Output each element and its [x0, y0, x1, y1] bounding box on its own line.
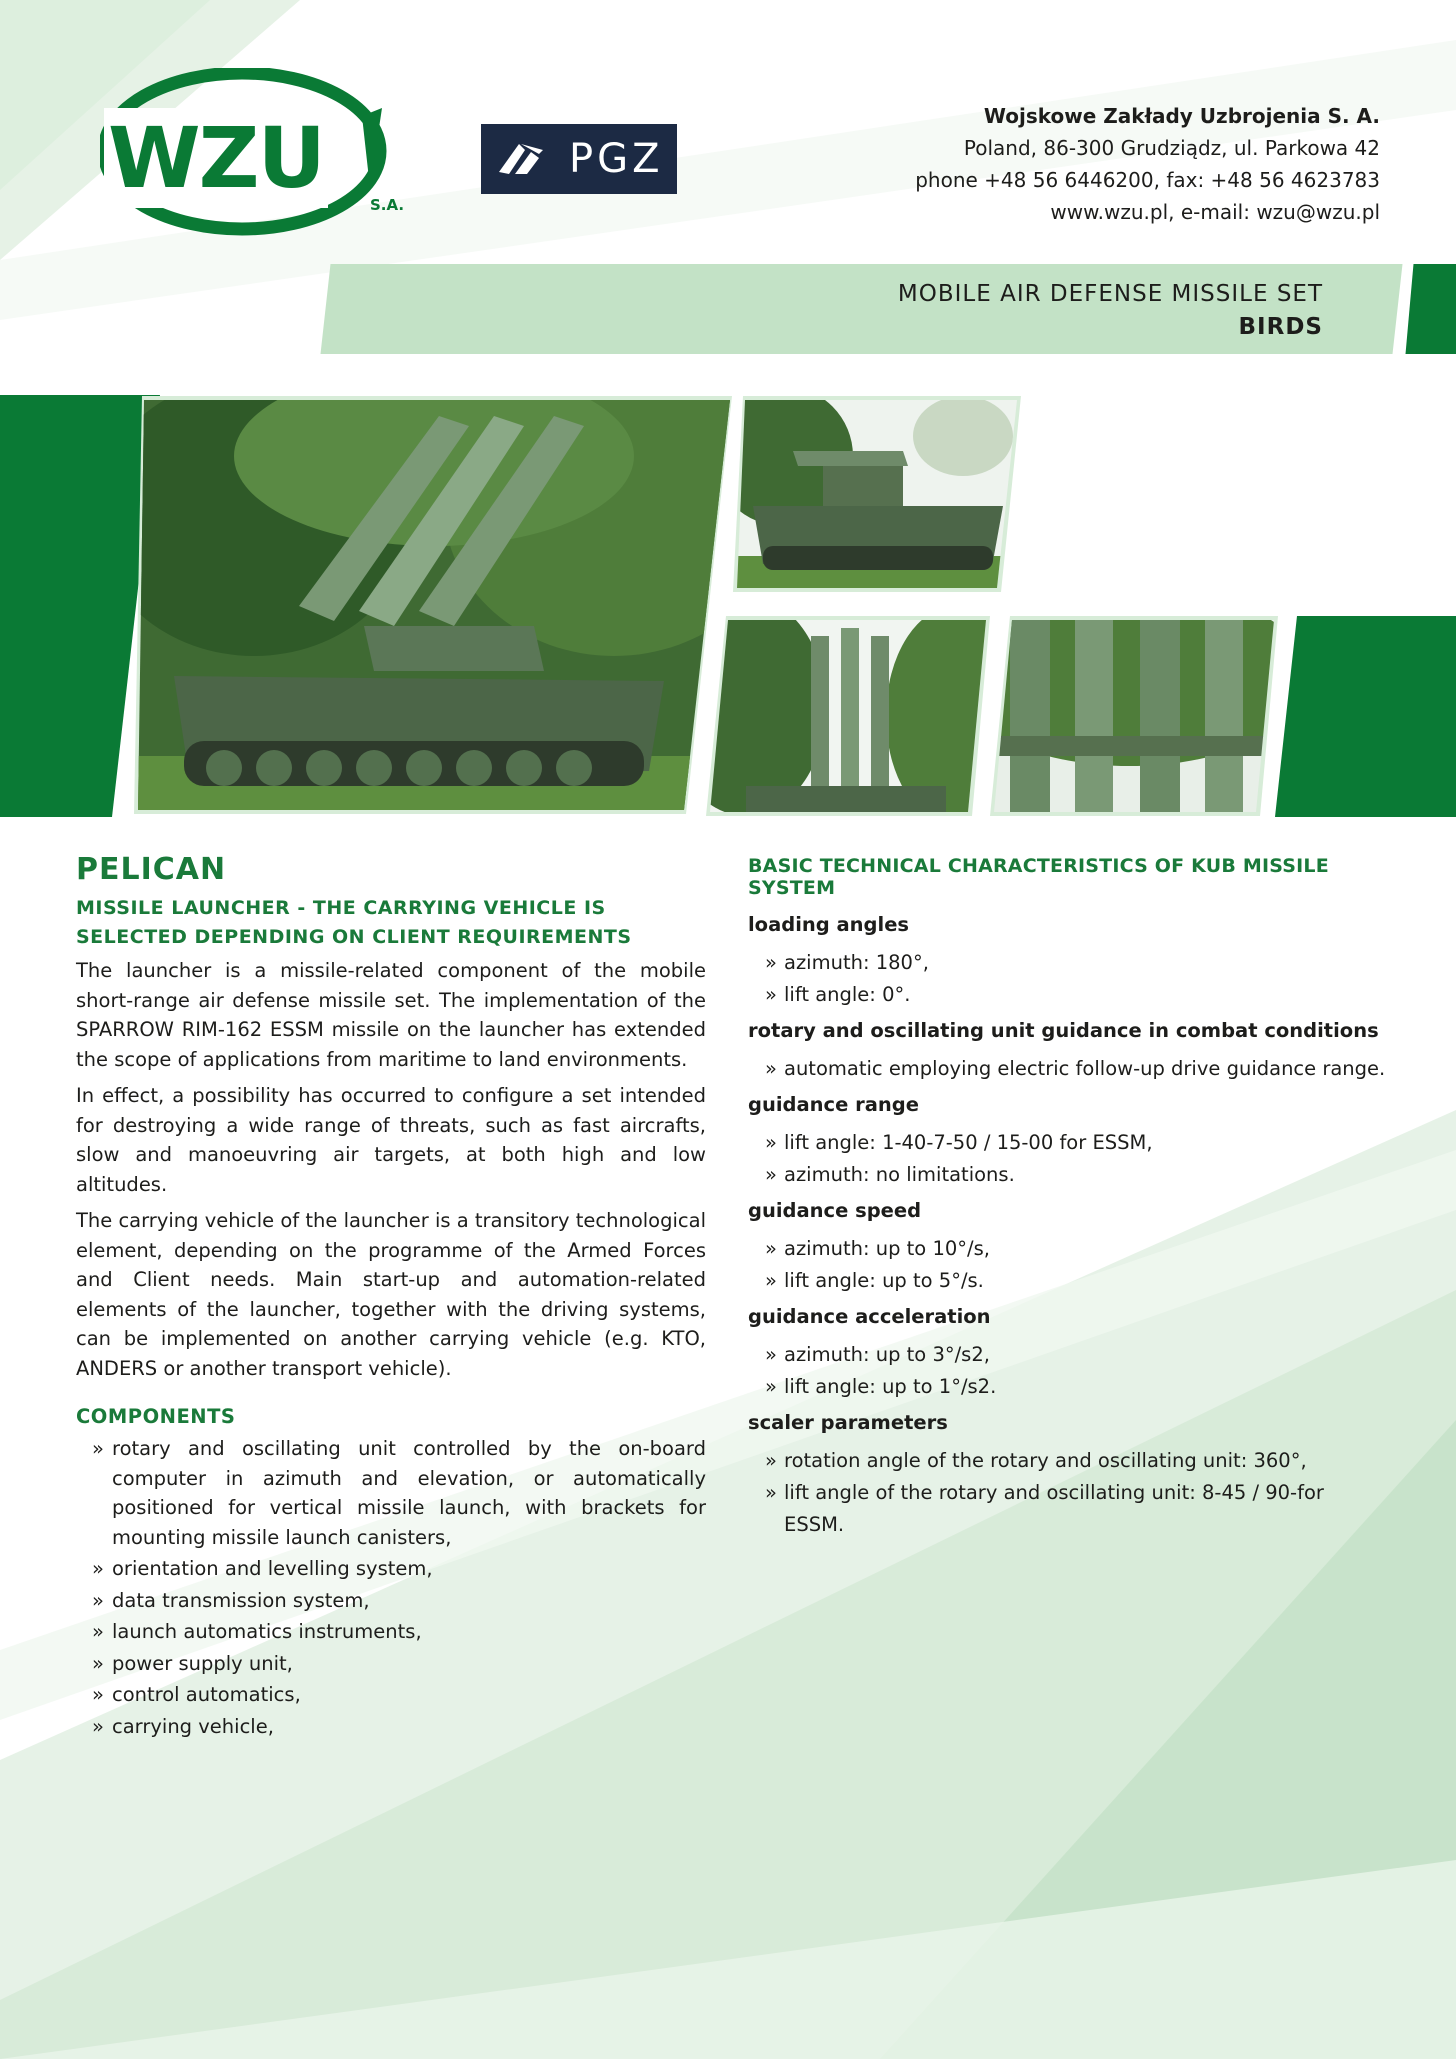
list-item: » launch automatics instruments, [76, 1617, 706, 1647]
spec-heading: guidance acceleration [748, 1305, 991, 1328]
spec-list [748, 947, 1388, 1011]
company-web: www.wzu.pl, e-mail: wzu@wzu.pl [1050, 200, 1380, 224]
banner-text [898, 278, 1323, 344]
spec-list [748, 1233, 1388, 1297]
company-name: Wojskowe Zakłady Uzbrojenia S. A. [983, 104, 1380, 128]
spec-item: » azimuth: no limitations. [748, 1159, 1388, 1191]
technical-specs [748, 855, 1388, 1545]
spec-item: » azimuth: 180°, [748, 947, 1388, 979]
spec-heading: loading angles [748, 913, 910, 936]
components-list [76, 1434, 706, 1741]
spec-heading: guidance range [748, 1093, 919, 1116]
vertical-missiles-photo [706, 616, 990, 816]
wzu-logo [100, 68, 420, 238]
launcher-closeup-photo [990, 616, 1278, 816]
list-item: » carrying vehicle, [76, 1712, 706, 1742]
spec-item: » lift angle of the rotary and oscillating unit: 8-45 / 90-for ESSM. [748, 1477, 1388, 1541]
description-paragraph: In effect, a possibility has occurred to configure a set intended for destroying a wide range of threats, such as fast aircrafts, slow and manoeuvring air targets, at both high and low altitudes. [76, 1084, 706, 1196]
spec-list [748, 1445, 1388, 1541]
pgz-logo-mark [489, 124, 559, 194]
list-item: » power supply unit, [76, 1649, 706, 1679]
pgz-logo-text: PGZ [569, 136, 664, 182]
main-launcher-photo [134, 396, 732, 814]
spec-item: » lift angle: 0°. [748, 979, 1388, 1011]
side-view-photo [733, 396, 1021, 592]
list-item: » orientation and levelling system, [76, 1554, 706, 1584]
spec-list [748, 1339, 1388, 1403]
spec-item: » rotation angle of the rotary and oscillating unit: 360°, [748, 1445, 1388, 1477]
spec-item: » azimuth: up to 3°/s2, [748, 1339, 1388, 1371]
wzu-logo-suffix: S.A. [370, 196, 405, 214]
product-subtitle: MISSILE LAUNCHER - THE CARRYING VEHICLE IS SELECTED DEPENDING ON CLIENT REQUIREMENTS [76, 897, 632, 948]
spec-item: » lift angle: up to 5°/s. [748, 1265, 1388, 1297]
spec-heading: rotary and oscillating unit guidance in combat conditions [748, 1019, 1379, 1042]
banner-line-2: BIRDS [1238, 314, 1323, 340]
spec-list [748, 1127, 1388, 1191]
spec-heading: scaler parameters [748, 1411, 948, 1434]
spec-item: » azimuth: up to 10°/s, [748, 1233, 1388, 1265]
right-green-bar [1275, 616, 1456, 817]
contact-block [915, 100, 1380, 228]
product-description [76, 852, 706, 1743]
product-name: PELICAN [76, 852, 227, 887]
spec-item: » lift angle: 1-40-7-50 / 15-00 for ESSM, [748, 1127, 1388, 1159]
spec-heading: guidance speed [748, 1199, 922, 1222]
wzu-logo-text: WZU [104, 108, 328, 208]
company-address: Poland, 86-300 Grudziądz, ul. Parkowa 42 [963, 136, 1380, 160]
specs-title: BASIC TECHNICAL CHARACTERISTICS OF KUB MISSILE SYSTEM [748, 855, 1329, 899]
spec-item: » lift angle: up to 1°/s2. [748, 1371, 1388, 1403]
list-item: » control automatics, [76, 1680, 706, 1710]
banner-line-1: MOBILE AIR DEFENSE MISSILE SET [897, 281, 1323, 307]
list-item: » rotary and oscillating unit controlled by the on-board computer in azimuth and elevation, or automatically positioned for vertical missile launch, with brackets for mounting missile launch canisters, [76, 1434, 706, 1552]
components-heading: COMPONENTS [76, 1405, 236, 1428]
description-paragraph: The carrying vehicle of the launcher is a transitory technological element, depending on the programme of the Armed Forces and Client needs. Main start-up and automation-related elements of the launcher, together with the driving systems, can be implemented on another carrying vehicle (e.g. KTO, ANDERS or another transport vehicle). [76, 1209, 706, 1380]
list-item: » data transmission system, [76, 1586, 706, 1616]
company-phone: phone +48 56 6446200, fax: +48 56 4623783 [915, 168, 1380, 192]
spec-item: » automatic employing electric follow-up drive guidance range. [748, 1053, 1388, 1085]
spec-list [748, 1053, 1388, 1085]
pgz-logo [481, 124, 677, 194]
description-paragraph: The launcher is a missile-related component of the mobile short-range air defense missile set. The implementation of the SPARROW RIM-162 ESSM missile on the launcher has extended the scope of applications from maritime to land environments. [76, 959, 706, 1071]
